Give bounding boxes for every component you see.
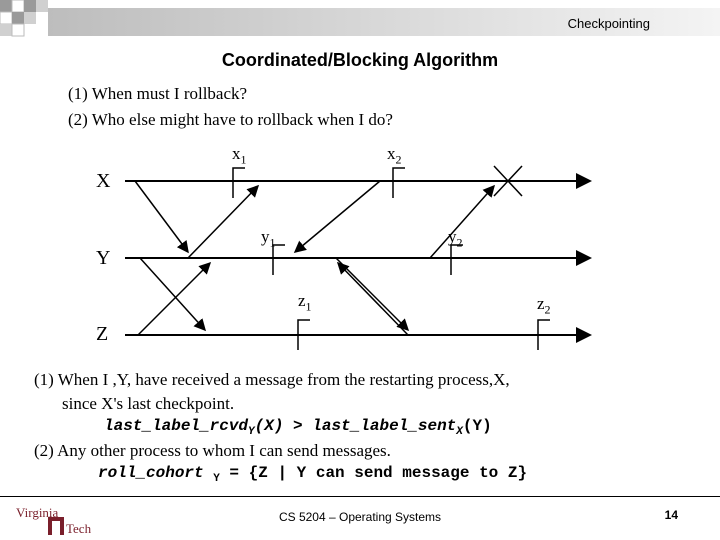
checkpoint-label-y2: $y_2$ [448, 227, 463, 250]
checkpoint-label-y1: $y_1$ [261, 227, 276, 250]
svg-text:Virginia: Virginia [16, 505, 59, 520]
process-label-y: Y [96, 247, 111, 269]
footer-course: CS 5204 – Operating Systems [278, 510, 442, 524]
checkpoint-x2-mark [393, 168, 405, 198]
answer-1-code: last_label_rcvd$_Y$(X) > last_label_sent$_X$(Y) [104, 417, 492, 439]
page-number: 14 [664, 508, 678, 522]
section-title: Checkpointing [567, 16, 650, 31]
checkpoint-label-x1: $x_1$ [232, 144, 247, 167]
checkpoint-label-x2: $x_2$ [387, 144, 402, 167]
process-label-x: X [96, 170, 111, 192]
process-label-z: Z [96, 323, 109, 345]
question-1: (1) When must I rollback? [68, 84, 248, 103]
svg-text:Tech: Tech [66, 521, 92, 536]
question-2: (2) Who else might have to rollback when I do? [68, 110, 393, 129]
checkpoint-x1-mark [233, 168, 245, 198]
answer-2-code: roll_cohort $_Y$ = {Z | Y can send message to Z} [98, 464, 528, 486]
checkpoint-label-z2: $z_2$ [537, 294, 551, 317]
answer-1-line-2: since X's last checkpoint. [62, 394, 235, 413]
message-y-to-x-1 [188, 186, 258, 258]
message-y-to-z-1 [140, 258, 205, 330]
answer-2-line-1: (2) Any other process to whom I can send messages. [34, 441, 391, 460]
slide-title: Coordinated/Blocking Algorithm [221, 50, 499, 70]
message-z-to-y-2 [338, 263, 408, 335]
message-x-to-y [135, 181, 188, 252]
message-y-to-z-2 [336, 258, 408, 330]
message-x-to-y-2 [295, 181, 380, 252]
footer-divider [0, 496, 720, 497]
answer-1-line-1: (1) When I ,Y, have received a message from the restarting process,X, [34, 370, 510, 389]
checkpoint-label-z1: $z_1$ [298, 291, 312, 314]
